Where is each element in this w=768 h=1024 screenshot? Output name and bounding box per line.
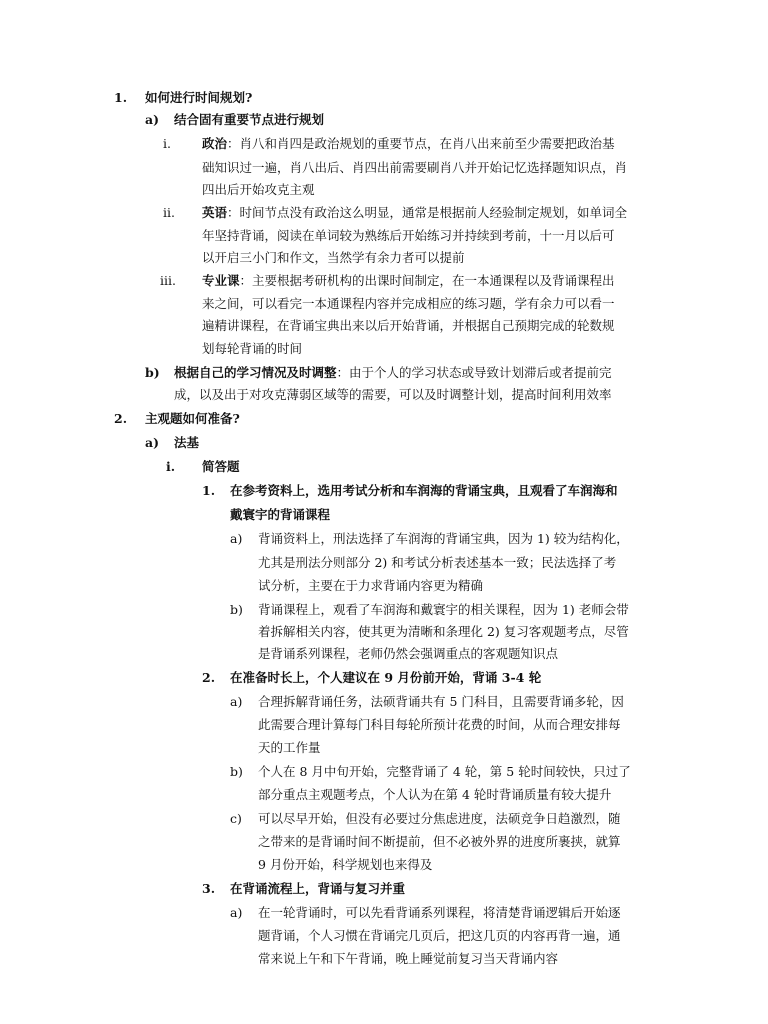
item-1aii-text-1: 时间节点没有政治这么明显，通常是根据前人经验制定规划，如单词全 <box>239 205 628 220</box>
section-1b-line-2: 成，以及出于对攻克薄弱区域等的需要，可以及时调整计划，提高时间利用效率 <box>174 387 612 402</box>
item-1aii-line-1: 英语：时间节点没有政治这么明显，通常是根据前人经验制定规划，如单词全 <box>202 205 628 220</box>
item-1aii-number: ii. <box>163 205 175 220</box>
point-2c-line-2: 之带来的是背诵时间不断提前，但不必被外界的进度所裹挟，就算 <box>258 834 621 849</box>
item-2ai-number: i. <box>166 459 176 474</box>
item-1aii-line-3: 以开启三小门和作文，当然学有余力者可以提前 <box>202 250 465 265</box>
point-3-line-1: 在背诵流程上，背诵与复习并重 <box>230 881 406 896</box>
point-3-number: 3. <box>202 881 216 896</box>
point-3a-number: a) <box>230 905 243 920</box>
point-3a-line-2: 题背诵，个人习惯在背诵完几页后，把这几页的内容再背一遍，通 <box>258 928 621 943</box>
section-2a-title: 法基 <box>174 435 200 450</box>
point-2b-number: b) <box>230 764 243 779</box>
section-1-number: 1. <box>114 90 128 105</box>
item-1aiii-line-3: 遍精讲课程，在背诵宝典出来以后开始背诵，并根据自己预期完成的轮数规 <box>202 318 615 333</box>
point-3a-line-1: 在一轮背诵时，可以先看背诵系列课程，将清楚背诵逻辑后开始逐 <box>258 905 621 920</box>
item-1aiii-line-2: 来之间，可以看完一本通课程内容并完成相应的练习题，学有余力可以看一 <box>202 296 615 311</box>
section-1b-number: b) <box>145 365 160 380</box>
section-1b-line-1: 根据自己的学习情况及时调整：由于个人的学习状态或导致计划滞后或者提前完 <box>174 365 612 380</box>
point-2c-line-3: 9 月份开始，科学规划也来得及 <box>258 857 433 872</box>
point-1b-line-1: 背诵课程上，观看了车润海和戴寰宇的相关课程，因为 1) 老师会带 <box>258 602 629 617</box>
item-1aiii-line-4: 划每轮背诵的时间 <box>202 341 303 356</box>
point-2b-line-2: 部分重点主观题考点，个人认为在第 4 轮时背诵质量有较大提升 <box>258 787 612 802</box>
point-1b-line-3: 是背诵系列课程，老师仍然会强调重点的客观题知识点 <box>258 646 559 661</box>
item-1aiii-label: 专业课 <box>202 273 240 288</box>
section-1b-text-1: 由于个人的学习状态或导致计划滞后或者提前完 <box>349 365 612 380</box>
point-1-number: 1. <box>202 483 216 498</box>
point-2c-number: c) <box>230 811 242 826</box>
point-1a-line-3: 试分析，主要在于力求背诵内容更为精确 <box>258 578 484 593</box>
item-1ai-line-2: 础知识过一遍，肖八出后、肖四出前需要刷肖八并开始记忆选择题知识点，肖 <box>202 160 628 175</box>
point-2a-number: a) <box>230 694 243 709</box>
point-1b-number: b) <box>230 602 243 617</box>
point-1a-line-2: 尤其是刑法分则部分 2) 和考试分析表述基本一致；民法选择了考 <box>258 555 617 570</box>
item-1aii-label: 英语 <box>202 205 228 220</box>
section-1a-number: a) <box>145 112 160 127</box>
item-1aii-line-2: 年坚持背诵，阅读在单词较为熟练后开始练习并持续到考前，十一月以后可 <box>202 228 615 243</box>
point-2c-line-1: 可以尽早开始，但没有必要过分焦虑进度，法硕竞争日趋激烈，随 <box>258 811 621 826</box>
point-3a-line-3: 常来说上午和下午背诵，晚上睡觉前复习当天背诵内容 <box>258 951 559 966</box>
point-1a-number: a) <box>230 531 243 546</box>
section-1b-label: 根据自己的学习情况及时调整 <box>174 365 337 380</box>
point-1-line-1: 在参考资料上，选用考试分析和车润海的背诵宝典，且观看了车润海和 <box>230 483 618 498</box>
item-1ai-label: 政治 <box>202 136 228 151</box>
item-2ai-title: 简答题 <box>202 459 240 474</box>
point-2-line-1: 在准备时长上，个人建议在 9 月份前开始，背诵 3-4 轮 <box>230 670 542 685</box>
item-1aiii-text-1: 主要根据考研机构的出课时间制定，在一本通课程以及背诵课程出 <box>252 273 615 288</box>
section-2a-number: a) <box>145 435 160 450</box>
point-2-number: 2. <box>202 670 216 685</box>
item-1aiii-number: iii. <box>160 273 176 288</box>
section-1a-title: 结合固有重要节点进行规划 <box>174 112 325 127</box>
point-2a-line-3: 天的工作量 <box>258 740 321 755</box>
item-1ai-line-3: 四出后开始攻克主观 <box>202 182 315 197</box>
item-1ai-line-1: 政治：肖八和肖四是政治规划的重要节点，在肖八出来前至少需要把政治基 <box>202 136 615 151</box>
item-1ai-number: i. <box>163 136 171 151</box>
point-1-line-2: 戴寰宇的背诵课程 <box>230 507 331 522</box>
point-1a-line-1: 背诵资料上，刑法选择了车润海的背诵宝典，因为 1) 较为结构化， <box>258 531 629 546</box>
point-2b-line-1: 个人在 8 月中旬开始，完整背诵了 4 轮，第 5 轮时间较快，只过了 <box>258 764 631 779</box>
item-1ai-text-1: 肖八和肖四是政治规划的重要节点，在肖八出来前至少需要把政治基 <box>239 136 615 151</box>
section-2-number: 2. <box>114 411 128 426</box>
section-1-title: 如何进行时间规划? <box>145 90 253 105</box>
point-1b-line-2: 着拆解相关内容，使其更为清晰和条理化 2) 复习客观题考点，尽管 <box>258 624 629 639</box>
point-2a-line-2: 此需要合理计算每门科目每轮所预计花费的时间，从而合理安排每 <box>258 717 621 732</box>
point-2a-line-1: 合理拆解背诵任务，法硕背诵共有 5 门科目，且需要背诵多轮，因 <box>258 694 624 709</box>
item-1aiii-line-1: 专业课：主要根据考研机构的出课时间制定，在一本通课程以及背诵课程出 <box>202 273 615 288</box>
section-2-title: 主观题如何准备? <box>145 411 240 426</box>
